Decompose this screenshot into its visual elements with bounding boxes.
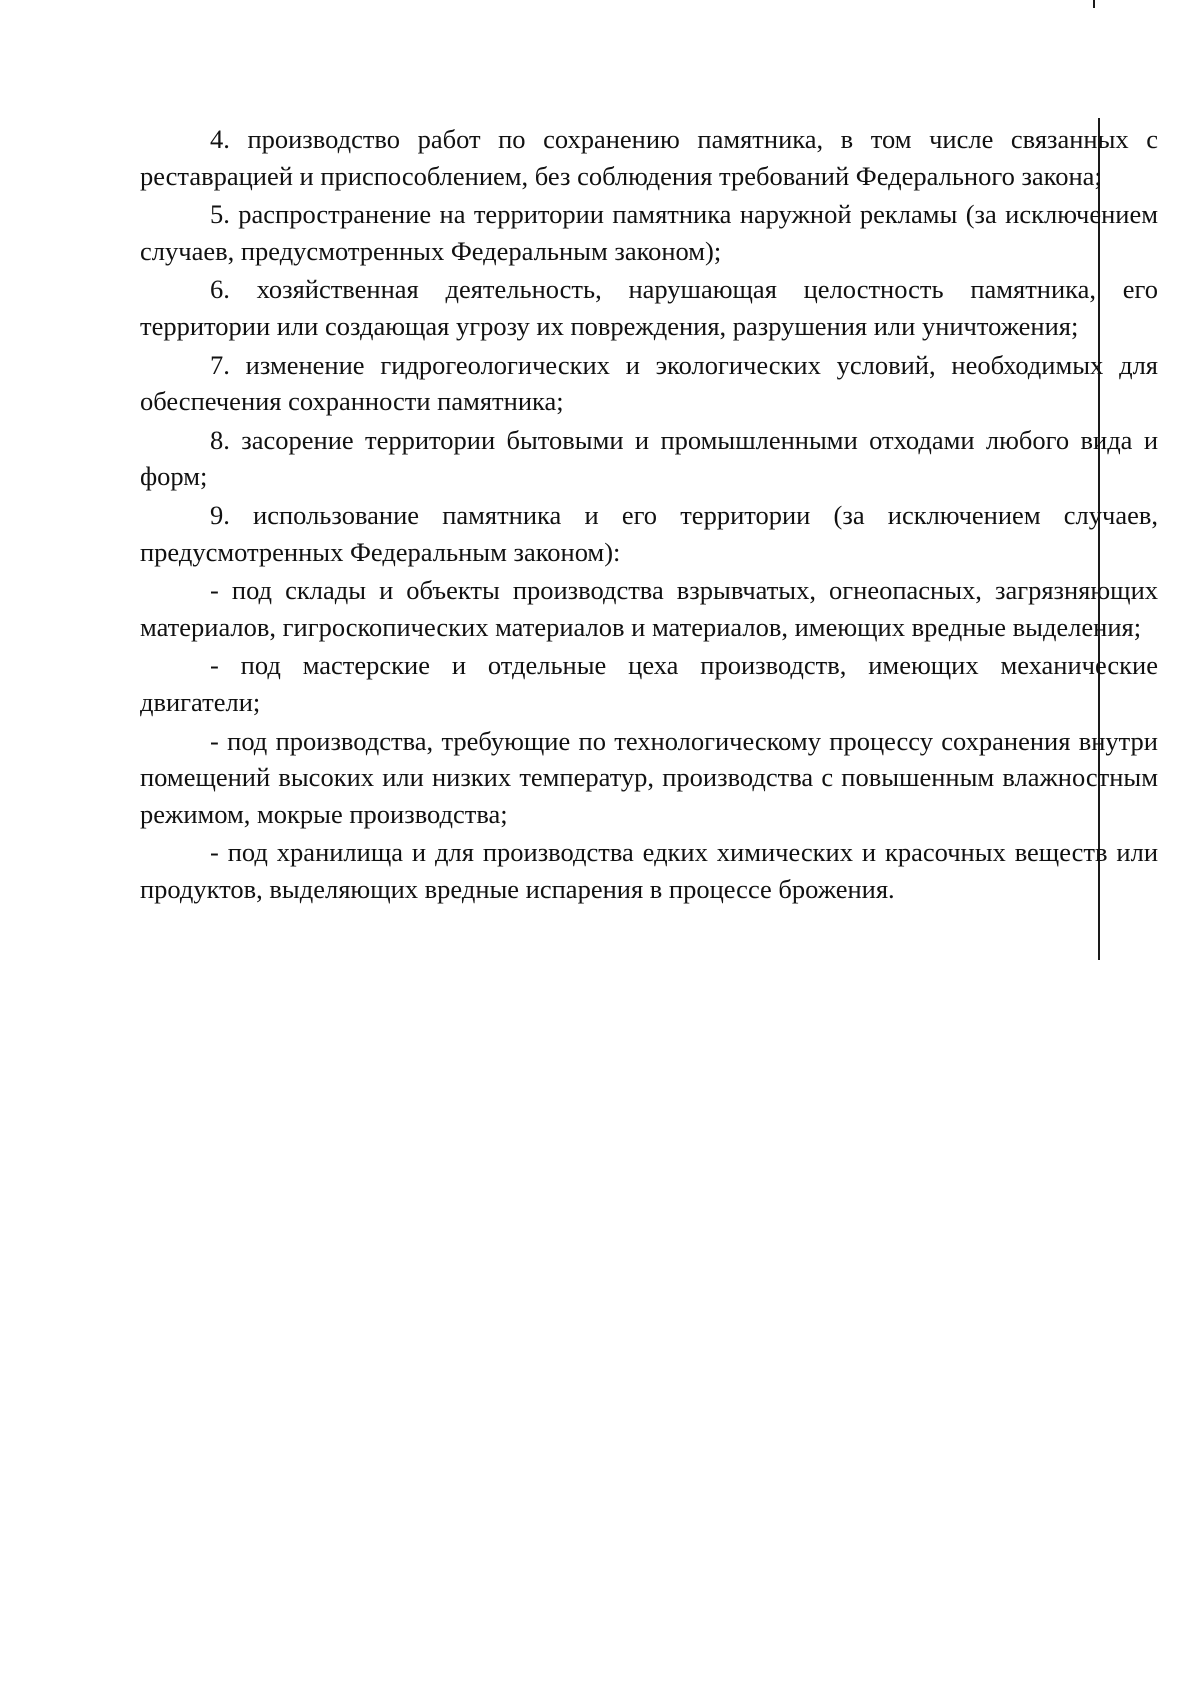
list-item-temperature-production: - под производства, требующие по технологическому процессу сохранения внутри помещений высоких или низких температур, производства с повышенным влажностным режимом, мокрые производства; [140,725,1158,829]
paragraph-item-4: 4. производство работ по сохранению памятника, в том числе связанных с реставрацией и приспособлением, без соблюдения требований Федерального закона; [140,124,1158,191]
paragraph-item-8: 8. засорение территории бытовыми и промышленными отходами любого вида и форм; [140,424,1158,492]
paragraph-item-7: 7. изменение гидрогеологических и экологических условий, необходимых для обеспечения сохранности памятника; [140,349,1158,417]
list-item-workshops: - под мастерские и отдельные цеха производств, имеющих механические двигатели; [140,650,1158,717]
scan-artifact-mark [1093,0,1095,8]
paragraph-item-6: 6. хозяйственная деятельность, нарушающая целостность памятника, его территории или создающая угрозу их повреждения, разрушения или уничтожения; [140,274,1158,341]
paragraph-item-5: 5. распространение на территории памятника наружной рекламы (за исключением случаев, предусмотренных Федеральным законом); [140,199,1158,266]
list-item-chemical-storage: - под хранилища и для производства едких химических и красочных веществ или продуктов, выделяющих вредные испарения в процессе брожения. [140,837,1158,904]
list-item-storage: - под склады и объекты производства взрывчатых, огнеопасных, загрязняющих материалов, гигроскопических материалов и материалов, имеющих вредные выделения; [140,575,1158,642]
document-body [140,121,1158,909]
paragraph-item-9: 9. использование памятника и его территории (за исключением случаев, предусмотренных Федеральным законом): [140,499,1158,567]
